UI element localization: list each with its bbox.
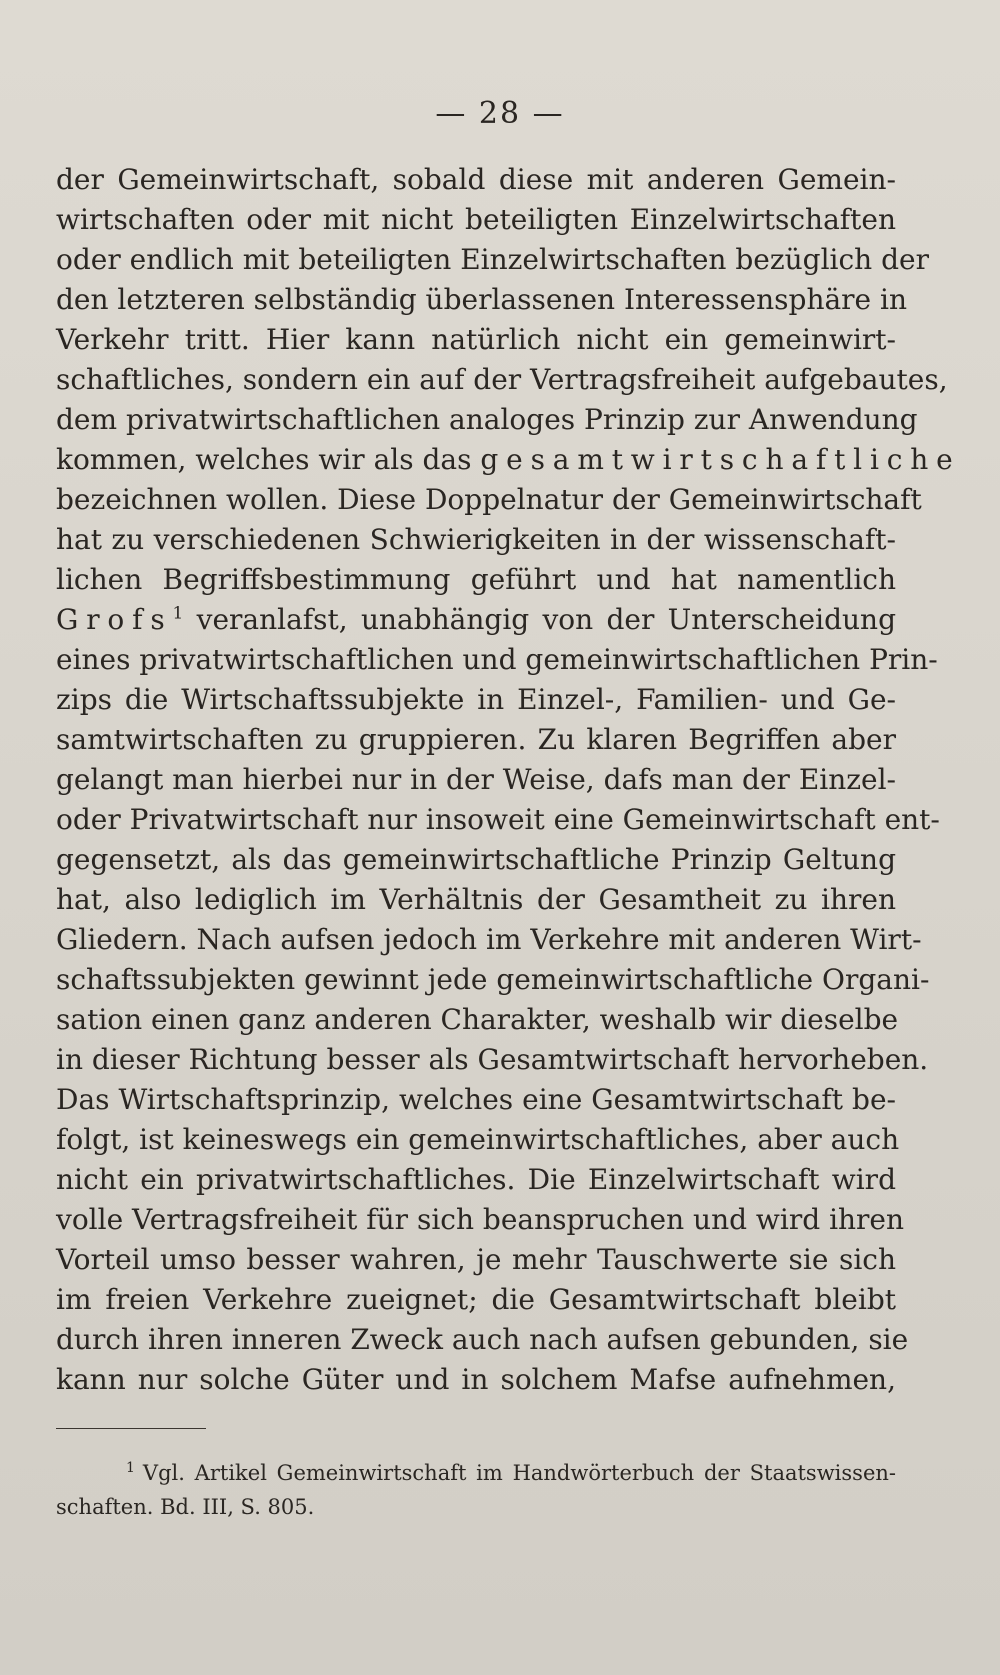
text-line: hat, also lediglich im Verhältnis der Gesamtheit zu ihren xyxy=(56,883,896,916)
text-line: sation einen ganz anderen Charakter, weshalb wir dieselbe xyxy=(56,1003,899,1036)
emphasized-term: gesamtwirtschaftliche xyxy=(480,443,961,476)
text-line: zips die Wirtschaftssubjekte in Einzel-, Familien- und Ge- xyxy=(56,683,896,716)
text-fragment: kommen, welches wir als das xyxy=(56,443,472,476)
text-fragment: veranlafst, unabhängig von der Unterscheidung xyxy=(196,603,896,636)
text-line: der Gemeinwirtschaft, sobald diese mit anderen Gemein- xyxy=(56,163,896,196)
text-line: den letzteren selbständig überlassenen Interessensphäre in xyxy=(56,283,908,316)
text-line: eines privatwirtschaftlichen und gemeinwirtschaftlichen Prin- xyxy=(56,643,938,676)
footnote-number: 1 xyxy=(126,1460,135,1476)
text-line: oder Privatwirtschaft nur insoweit eine Gemeinwirtschaft ent- xyxy=(56,803,940,836)
footnote-line: schaften. Bd. III, S. 805. xyxy=(56,1495,315,1519)
text-line: Das Wirtschaftsprinzip, welches eine Gesamtwirtschaft be- xyxy=(56,1083,896,1116)
text-line: volle Vertragsfreiheit für sich beanspruchen und wird ihren xyxy=(56,1203,905,1236)
text-line: Vorteil umso besser wahren, je mehr Tauschwerte sie sich xyxy=(56,1243,896,1276)
text-line: im freien Verkehre zueignet; die Gesamtwirtschaft bleibt xyxy=(56,1283,896,1316)
text-line: kann nur solche Güter und in solchem Mafse aufnehmen, xyxy=(56,1363,896,1396)
footnote-text: Vgl. Artikel Gemeinwirtschaft im Handwörterbuch der Staatswissen- xyxy=(142,1461,896,1485)
footnote-line xyxy=(56,1456,896,1490)
text-line: gegensetzt, als das gemeinwirtschaftliche Prinzip Geltung xyxy=(56,843,896,876)
footnote-marker: 1 xyxy=(172,603,184,624)
text-line: in dieser Richtung besser als Gesamtwirtschaft hervorheben. xyxy=(56,1043,929,1076)
footnote xyxy=(56,1456,896,1524)
text-line: oder endlich mit beteiligten Einzelwirtschaften bezüglich der xyxy=(56,243,929,276)
text-line: hat zu verschiedenen Schwierigkeiten in der wissenschaft- xyxy=(56,523,896,556)
text-line: wirtschaften oder mit nicht beteiligten Einzelwirtschaften xyxy=(56,203,896,236)
text-line xyxy=(56,600,896,640)
text-line: durch ihren inneren Zweck auch nach aufsen gebunden, sie xyxy=(56,1323,909,1356)
emphasized-name: Grofs xyxy=(56,603,173,636)
text-line: nicht ein privatwirtschaftliches. Die Einzelwirtschaft wird xyxy=(56,1163,896,1196)
text-line: schaftliches, sondern ein auf der Vertragsfreiheit aufgebautes, xyxy=(56,363,948,396)
text-line: dem privatwirtschaftlichen analoges Prinzip zur Anwendung xyxy=(56,403,918,436)
text-line: gelangt man hierbei nur in der Weise, dafs man der Einzel- xyxy=(56,763,896,796)
text-line: schaftssubjekten gewinnt jede gemeinwirtschaftliche Organi- xyxy=(56,963,930,996)
text-line: folgt, ist keineswegs ein gemeinwirtschaftliches, aber auch xyxy=(56,1123,900,1156)
body-text xyxy=(56,160,961,1400)
text-line: Gliedern. Nach aufsen jedoch im Verkehre mit anderen Wirt- xyxy=(56,923,922,956)
text-line: bezeichnen wollen. Diese Doppelnatur der Gemeinwirtschaft xyxy=(56,483,922,516)
footnote-divider xyxy=(56,1428,206,1429)
page-number: — 28 — xyxy=(435,96,565,131)
text-line: Verkehr tritt. Hier kann natürlich nicht ein gemeinwirt- xyxy=(56,323,896,356)
text-line: lichen Begriffsbestimmung geführt und hat namentlich xyxy=(56,563,896,596)
text-line xyxy=(56,440,961,480)
text-line: samtwirtschaften zu gruppieren. Zu klaren Begriffen aber xyxy=(56,723,896,756)
